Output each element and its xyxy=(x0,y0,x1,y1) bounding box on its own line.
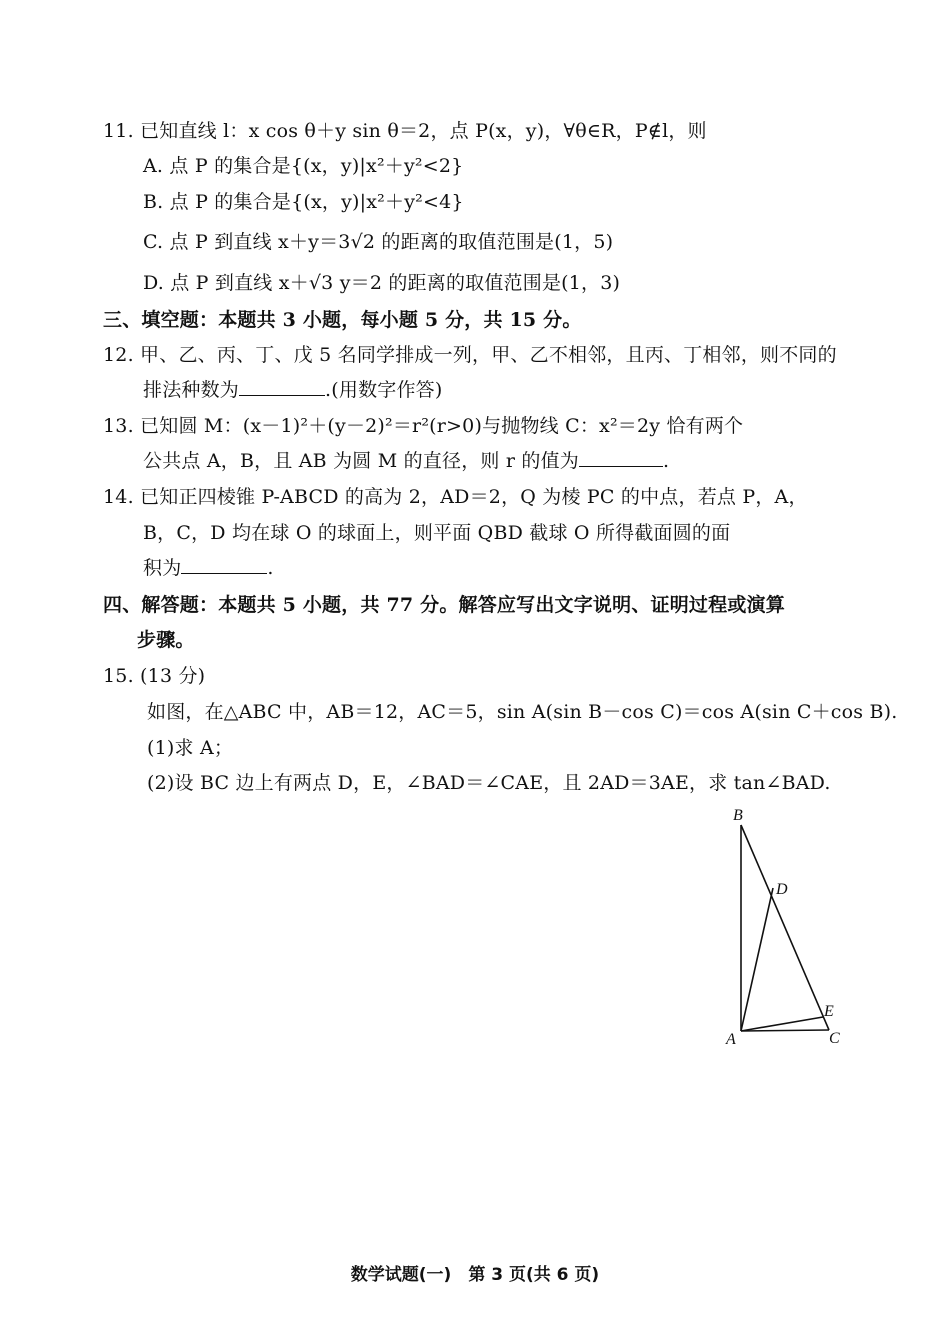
q14-line3 xyxy=(143,553,274,580)
point-label-d: D xyxy=(776,881,788,898)
point-label-e: E xyxy=(824,1003,834,1020)
q15-part1: (1)求 A； xyxy=(147,737,234,759)
q15-part2: (2)设 BC 边上有两点 D，E，∠BAD＝∠CAE，且 2AD＝3AE，求 tan∠BAD. xyxy=(147,772,831,794)
section4-heading-line2: 步骤。 xyxy=(137,629,195,651)
q11-option-c: C. 点 P 到直线 x＋y＝3√2 的距离的取值范围是(1，5) xyxy=(143,231,614,253)
answer-blank xyxy=(579,448,663,467)
vertex-label-a: A xyxy=(726,1031,736,1048)
q14-line2: B，C，D 均在球 O 的球面上，则平面 QBD 截球 O 所得截面圆的面 xyxy=(143,522,731,544)
triangle-figure xyxy=(722,800,852,1055)
answer-blank xyxy=(181,555,267,574)
section3-heading: 三、填空题：本题共 3 小题，每小题 5 分，共 15 分。 xyxy=(103,309,582,331)
q13-line1: 13. 已知圆 M：(x－1)²＋(y－2)²＝r²(r>0)与抛物线 C：x²＝2y 恰有两个 xyxy=(103,415,744,437)
segment-ae xyxy=(741,1017,823,1031)
q15-stem: 如图，在△ABC 中，AB＝12，AC＝5，sin A(sin B－cos C)＝cos A(sin C＋cos B). xyxy=(147,701,898,723)
segment-bc xyxy=(741,825,829,1030)
segment-ad xyxy=(741,888,773,1031)
q13-text-before: 公共点 A，B，且 AB 为圆 M 的直径，则 r 的值为 xyxy=(143,450,579,472)
segment-ac xyxy=(741,1030,829,1031)
q11-option-b: B. 点 P 的集合是{(x，y)|x²＋y²<4} xyxy=(143,191,464,213)
vertex-label-b: B xyxy=(733,807,743,824)
q12-text-before: 排法种数为 xyxy=(143,379,240,401)
q15-header: 15. (13 分) xyxy=(103,665,206,687)
q11-option-a: A. 点 P 的集合是{(x，y)|x²＋y²<2} xyxy=(143,155,464,177)
q12-text-after: .(用数字作答) xyxy=(325,379,443,401)
q11-stem: 11. 已知直线 l：x cos θ＋y sin θ＝2，点 P(x，y)，∀θ∈R，P∉l，则 xyxy=(103,120,707,142)
q14-text-before: 积为 xyxy=(143,557,182,579)
q11-option-d: D. 点 P 到直线 x＋√3 y＝2 的距离的取值范围是(1，3) xyxy=(143,272,621,294)
q13-text-after: . xyxy=(662,450,670,472)
q14-line1: 14. 已知正四棱锥 P-ABCD 的高为 2，AD＝2，Q 为棱 PC 的中点，若点 P，A， xyxy=(103,486,808,508)
q14-text-after: . xyxy=(267,557,274,579)
q12-line2 xyxy=(143,375,442,402)
section4-heading-line1: 四、解答题：本题共 5 小题，共 77 分。解答应写出文字说明、证明过程或演算 xyxy=(103,594,785,616)
answer-blank xyxy=(239,377,325,396)
vertex-label-c: C xyxy=(829,1030,840,1047)
q13-line2 xyxy=(143,446,669,473)
q12-line1: 12. 甲、乙、丙、丁、戊 5 名同学排成一列，甲、乙不相邻，且丙、丁相邻，则不同的 xyxy=(103,344,837,366)
page-footer: 数学试题(一) 第 3 页(共 6 页) xyxy=(350,1265,600,1285)
